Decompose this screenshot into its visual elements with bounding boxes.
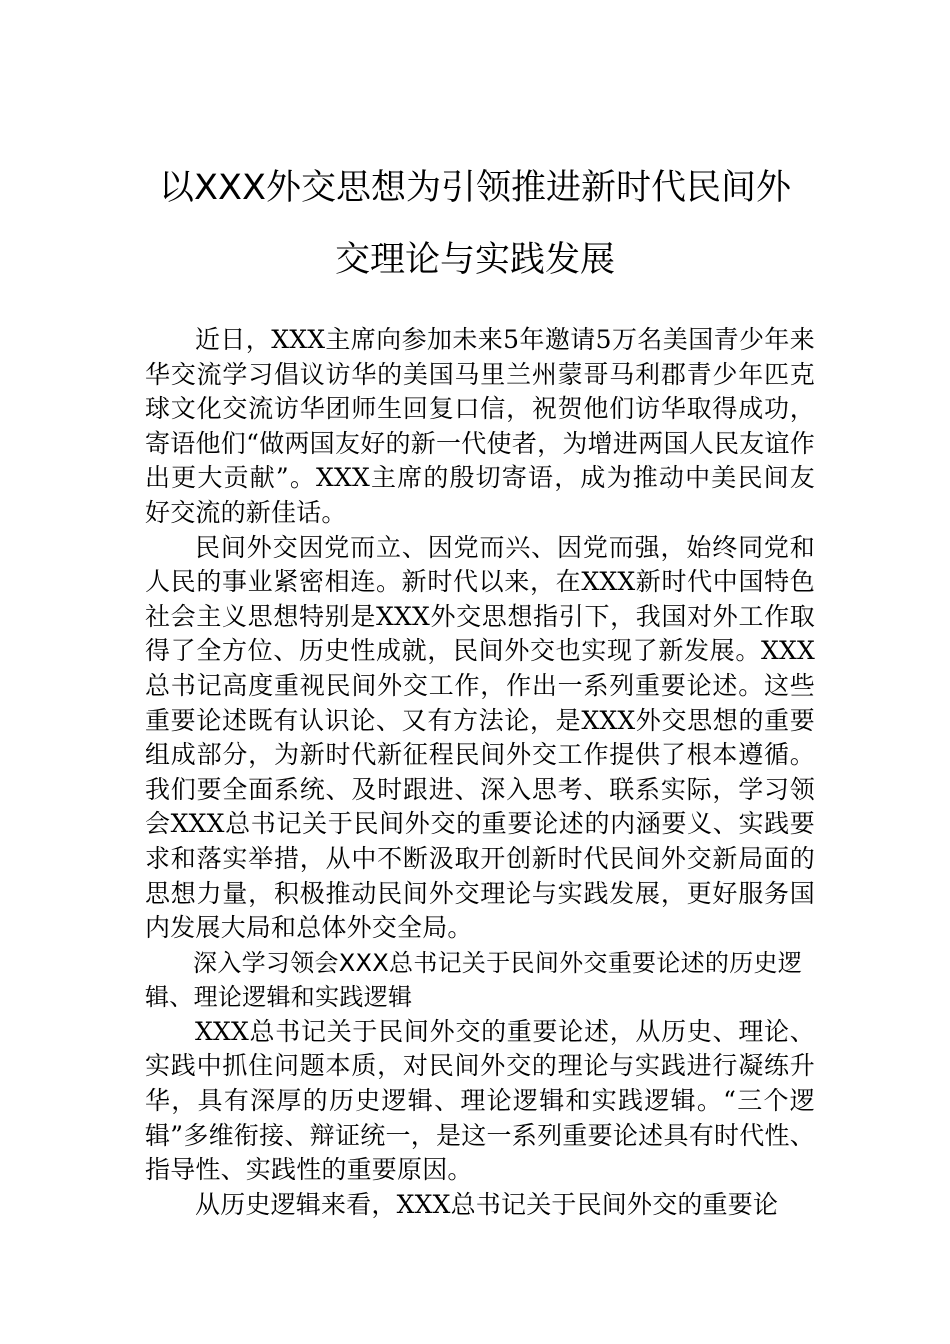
paragraph-historical-logic: 从历史逻辑来看，XXX总书记关于民间外交的重要论 [195,1189,779,1219]
paragraph-intro: 近日，XXX主席向参加未来5年邀请5万名美国青少年来华交流学习倡议访华的美国马里兰州蒙哥马利郡青少年匹克球文化交流访华团师生回复口信，祝贺他们访华取得成功，寄语他们“做两国友好的新一代使者，为增进两国人民友谊作出更大贡献”。XXX主席的殷切寄语，成为推动中美民间友好交流的新佳话。 [145,325,815,527]
document-body [145,323,815,1222]
document-title-line-2: 交理论与实践发展 [334,240,615,280]
paragraph-background: 民间外交因党而立、因党而兴、因党而强，始终同党和人民的事业紧密相连。新时代以来，在XXX新时代中国特色社会主义思想特别是XXX外交思想指引下，我国对外工作取得了全方位、历史性成就，民间外交也实现了新发展。XXX总书记高度重视民间外交工作，作出一系列重要论述。这些重要论述既有认识论、又有方法论，是XXX外交思想的重要组成部分，为新时代新征程民间外交工作提供了根本遵循。我们要全面系统、及时跟进、深入思考、联系实际，学习领会XXX总书记关于民间外交的重要论述的内涵要义、实践要求和落实举措，从中不断汲取开创新时代民间外交新局面的思想力量，积极推动民间外交理论与实践发展，更好服务国内发展大局和总体外交全局。 [145,532,815,943]
document-title-line-1: 以XXX外交思想为引领推进新时代民间外 [159,168,791,208]
section-heading: 深入学习领会XXX总书记关于民间外交重要论述的历史逻辑、理论逻辑和实践逻辑 [145,948,803,1012]
paragraph-three-logics: XXX总书记关于民间外交的重要论述，从历史、理论、实践中抓住问题本质，对民间外交的理论与实践进行凝练升华，具有深厚的历史逻辑、理论逻辑和实践逻辑。“三个逻辑”多维衔接、辩证统一，是这一系列重要论述具有时代性、指导性、实践性的重要原因。 [145,1016,815,1185]
